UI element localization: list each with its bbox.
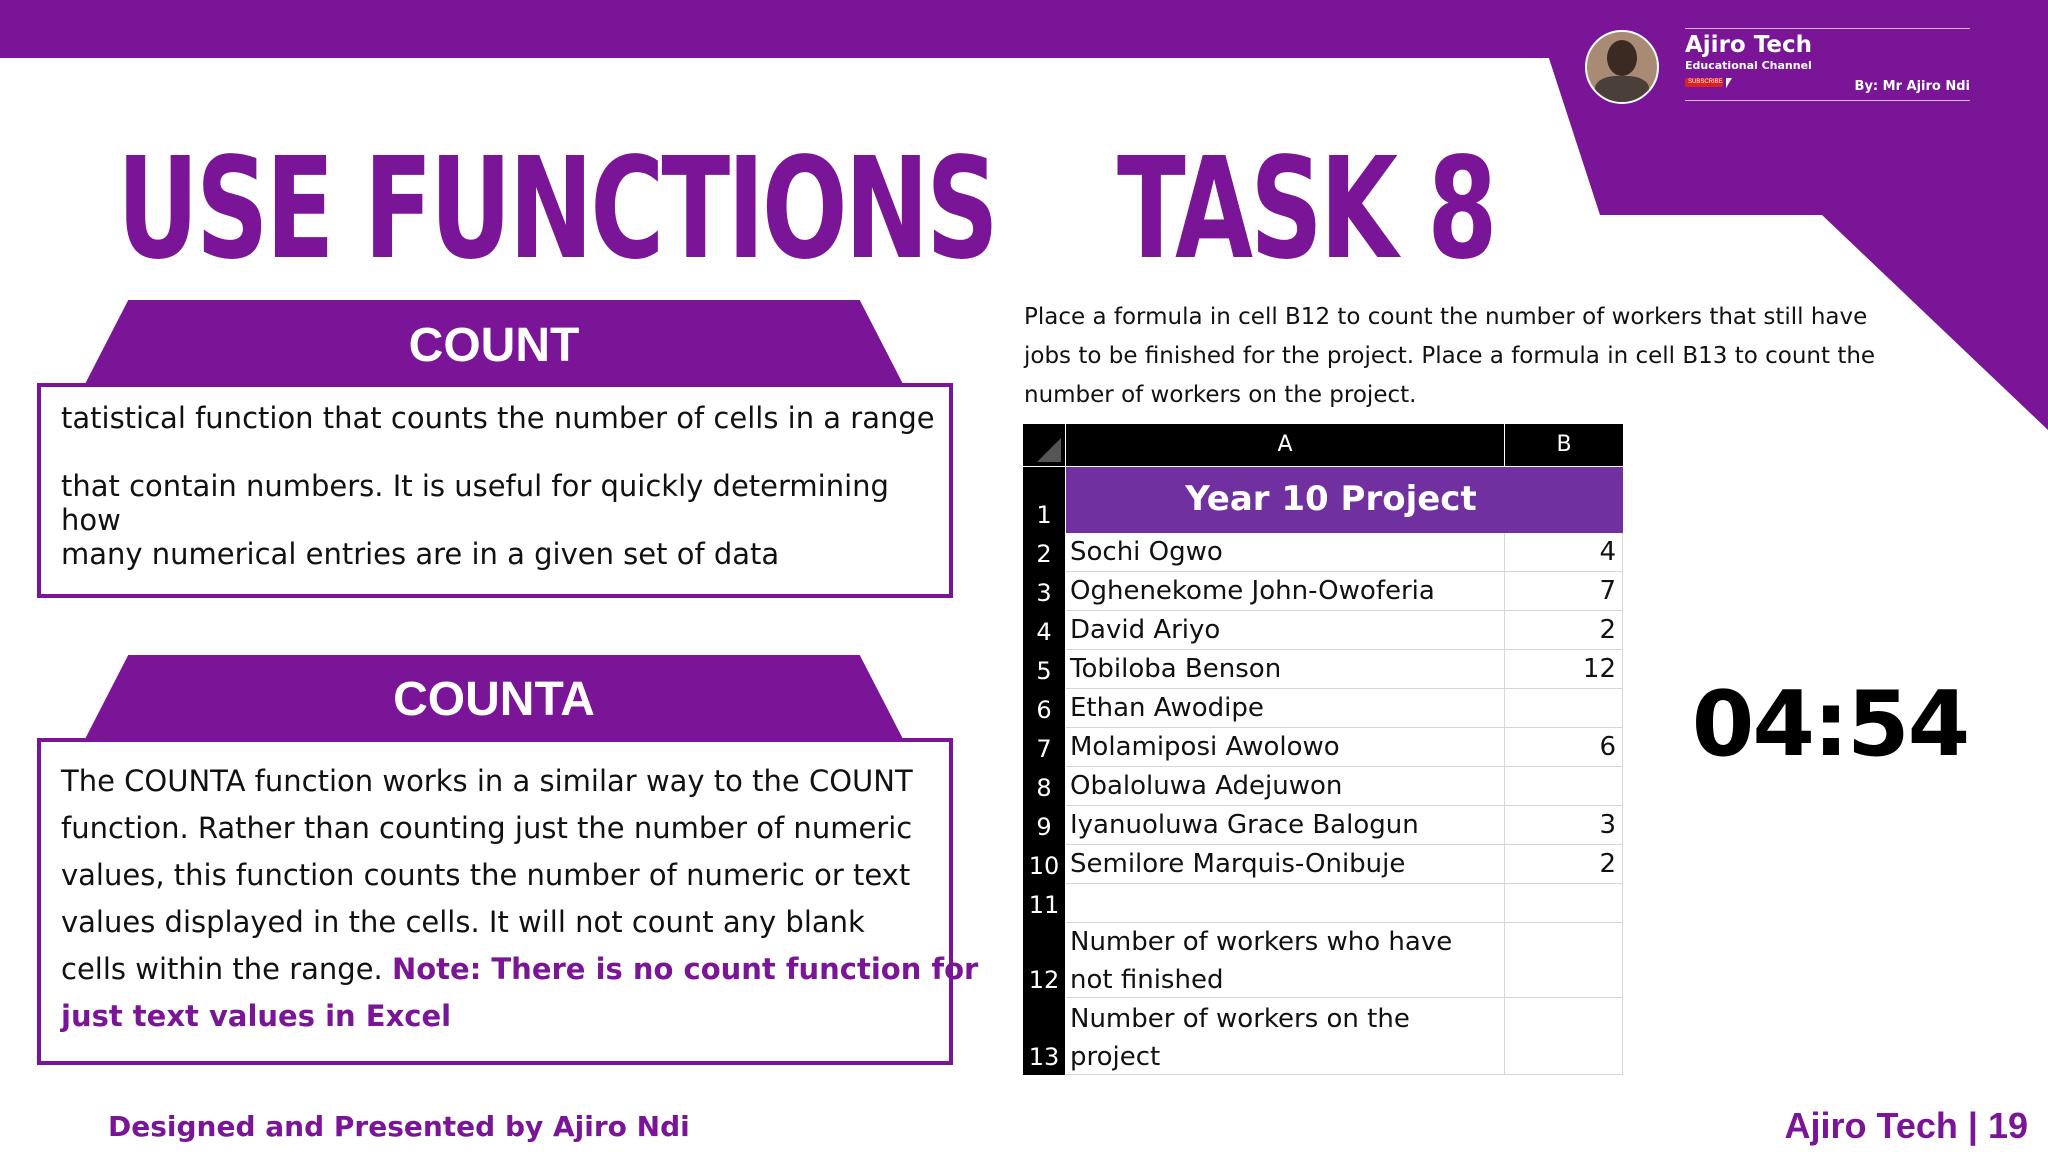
cell-a10[interactable]: Semilore Marquis-Onibuje [1066, 845, 1505, 884]
cell-b7[interactable]: 6 [1505, 728, 1623, 767]
counta-line-2: function. Rather than counting just the number of numeric [61, 811, 913, 845]
cell-a2[interactable]: Sochi Ogwo [1066, 533, 1505, 572]
row-number-1[interactable]: 1 [1023, 467, 1065, 533]
cell-a5[interactable]: Tobiloba Benson [1066, 650, 1505, 689]
row-number-4[interactable]: 4 [1023, 611, 1065, 650]
cell-a11[interactable] [1066, 884, 1505, 923]
cell-a13[interactable] [1066, 998, 1505, 1075]
cell-a6[interactable]: Ethan Awodipe [1066, 689, 1505, 728]
row-number-5[interactable]: 5 [1023, 650, 1065, 689]
counta-line-4: values displayed in the cells. It will not count any blank [61, 905, 865, 939]
cell-b4[interactable]: 2 [1505, 611, 1623, 650]
cell-a4[interactable]: David Ariyo [1066, 611, 1505, 650]
row-number-12[interactable]: 12 [1023, 921, 1065, 998]
subscribe-button[interactable] [1685, 78, 1723, 87]
cell-a13-line-2: project [1070, 1042, 1161, 1072]
footer-page-label: Ajiro Tech | 19 [1784, 1105, 2028, 1146]
footer-credit: Designed and Presented by Ajiro Ndi [108, 1110, 690, 1143]
counta-note: Note: There is no count function for [391, 952, 979, 986]
avatar [1585, 30, 1659, 104]
cell-a9[interactable]: Iyanuoluwa Grace Balogun [1066, 806, 1505, 845]
cell-a12-line-1: Number of workers who have [1070, 927, 1453, 957]
row-number-9[interactable]: 9 [1023, 806, 1065, 845]
row-number-10[interactable]: 10 [1023, 845, 1065, 884]
cell-b3[interactable]: 7 [1505, 572, 1623, 611]
column-header-a[interactable]: A [1066, 424, 1504, 466]
row-number-13[interactable]: 13 [1023, 998, 1065, 1075]
cell-b10[interactable]: 2 [1505, 845, 1623, 884]
spreadsheet [1023, 424, 1616, 1074]
cell-a12-line-2: not finished [1070, 965, 1224, 995]
counta-line-5: cells within the range. [61, 952, 383, 986]
countdown-timer: 04:54 [1691, 672, 1969, 777]
cell-a8[interactable]: Obaloluwa Adejuwon [1066, 767, 1505, 806]
task-heading: TASK 8 [1117, 128, 1495, 291]
channel-byline: By: Mr Ajiro Ndi [1854, 79, 1970, 94]
count-line-2: that contain numbers. It is useful for quickly determining how [61, 469, 889, 537]
cell-b12[interactable] [1505, 921, 1623, 998]
count-line-1: tatistical function that counts the number of cells in a range [61, 401, 935, 435]
cell-b2[interactable]: 4 [1505, 533, 1623, 572]
task-instructions [1024, 298, 1875, 415]
row-number-11[interactable]: 11 [1023, 884, 1065, 923]
count-label: COUNT [408, 319, 580, 372]
subscribe-label: SUBSCRIBE [1688, 79, 1723, 85]
counta-line-5-row [61, 952, 978, 986]
column-header-b[interactable]: B [1505, 424, 1623, 466]
cursor-icon [1726, 78, 1732, 88]
cell-b6[interactable] [1505, 689, 1623, 728]
row-number-8[interactable]: 8 [1023, 767, 1065, 806]
cell-b8[interactable] [1505, 767, 1623, 806]
cell-a7[interactable]: Molamiposi Awolowo [1066, 728, 1505, 767]
count-description-box [37, 383, 953, 598]
task-line-1: Place a formula in cell B12 to count the number of workers that still have [1024, 304, 1868, 330]
row-number-7[interactable]: 7 [1023, 728, 1065, 767]
channel-subtitle: Educational Channel [1685, 59, 1812, 72]
counta-note-line-2: just text values in Excel [61, 999, 452, 1033]
main-heading: USE FUNCTIONS [117, 128, 996, 291]
cell-a13-line-1: Number of workers on the [1070, 1004, 1410, 1034]
title-text: Year 10 Project [1185, 479, 1477, 519]
cell-b13[interactable] [1505, 998, 1623, 1075]
title-cell[interactable] [1066, 467, 1623, 533]
cell-b9[interactable]: 3 [1505, 806, 1623, 845]
task-line-3: number of workers on the project. [1024, 382, 1417, 408]
cell-b5[interactable]: 12 [1505, 650, 1623, 689]
count-line-3: many numerical entries are in a given set of data [61, 537, 780, 571]
row-number-6[interactable]: 6 [1023, 689, 1065, 728]
counta-description-box [37, 738, 979, 1065]
row-number-3[interactable]: 3 [1023, 572, 1065, 611]
cell-b11[interactable] [1505, 884, 1623, 923]
counta-line-3: values, this function counts the number of numeric or text [61, 858, 911, 892]
cell-a3[interactable]: Oghenekome John-Owoferia [1066, 572, 1505, 611]
counta-label: COUNTA [393, 673, 595, 726]
channel-title: Ajiro Tech [1685, 32, 1812, 58]
counta-line-1: The COUNTA function works in a similar way to the COUNT [61, 764, 913, 798]
cell-a12[interactable] [1066, 921, 1505, 998]
select-all-corner[interactable] [1023, 424, 1065, 466]
task-line-2: jobs to be finished for the project. Place a formula in cell B13 to count the [1024, 343, 1876, 369]
channel-badge [1585, 28, 1970, 103]
row-number-2[interactable]: 2 [1023, 533, 1065, 572]
